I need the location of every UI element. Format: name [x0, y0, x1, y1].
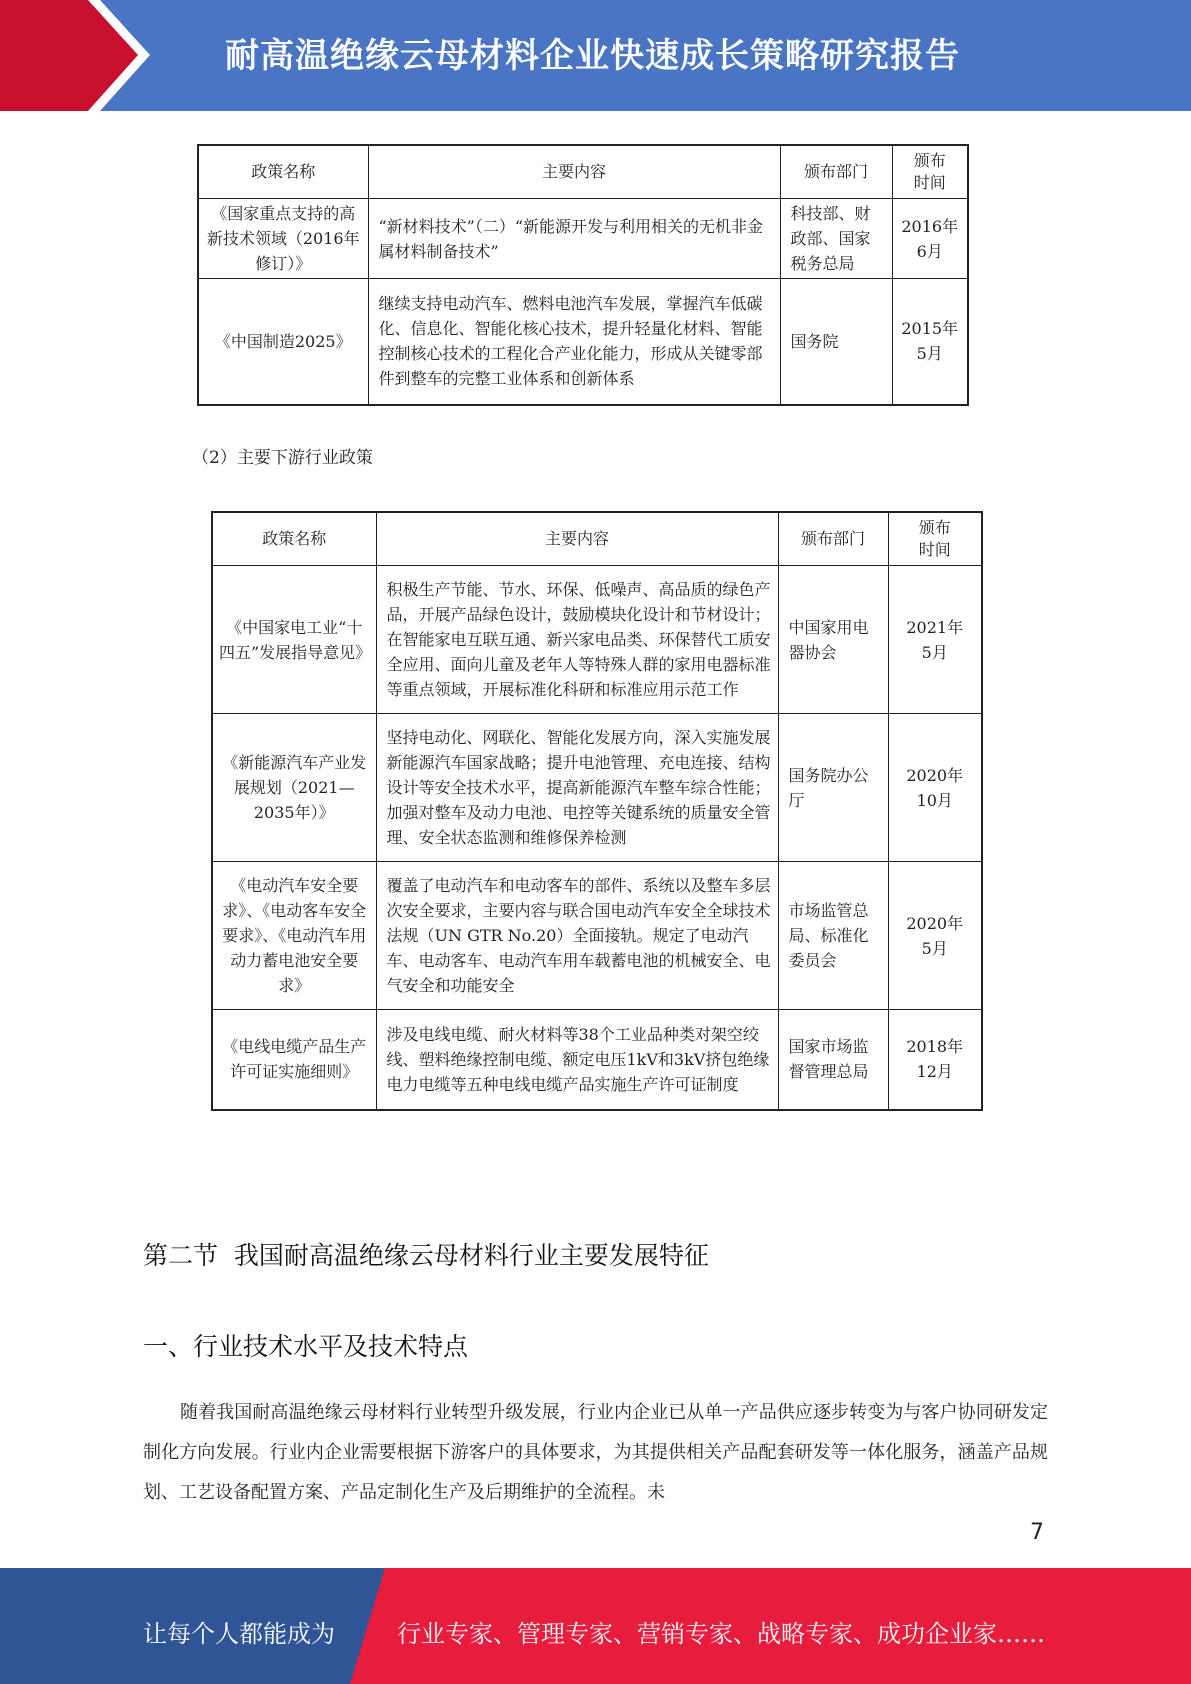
policy-content: “新材料技术”（二）“新能源开发与利用相关的无机非金属材料制备技术”: [368, 199, 780, 279]
col-header-dept: 颁布部门: [778, 512, 888, 566]
table-row: [198, 199, 968, 279]
col-header-content: 主要内容: [376, 512, 778, 566]
policy-date: 2021年 5月: [888, 566, 982, 714]
sub-section-title: 一、行业技术水平及技术特点: [143, 1332, 469, 1361]
header-arrow-icon: [0, 0, 160, 111]
policy-name: 《新能源汽车产业发展规划（2021—2035年）》: [212, 714, 376, 862]
policy-content: 积极生产节能、节水、环保、低噪声、高品质的绿色产品，开展产品绿色设计，鼓励模块化设计和节材设计；在智能家电互联互通、新兴家电品类、环保替代工质安全应用、面向儿童及老年人等特殊人群的家用电器标准等重点领域，开展标准化科研和标准应用示范工作: [376, 566, 778, 714]
footer-slogan-left: 让每个人都能成为: [143, 1620, 335, 1648]
col-header-dept: 颁布部门: [780, 145, 892, 199]
policy-name: 《中国制造2025》: [198, 279, 368, 405]
table-header-row: [212, 512, 982, 566]
table-row: [212, 862, 982, 1010]
table-row: [198, 279, 968, 405]
policy-date: 2020年 5月: [888, 862, 982, 1010]
report-title: 耐高温绝缘云母材料企业快速成长策略研究报告: [225, 36, 960, 76]
policy-name: 《国家重点支持的高新技术领域（2016年修订）》: [198, 199, 368, 279]
policy-dept: 国务院办公厅: [778, 714, 888, 862]
table-row: [212, 1010, 982, 1110]
col-header-date: 颁布 时间: [892, 145, 968, 199]
policy-date: 2015年 5月: [892, 279, 968, 405]
policy-date: 2020年 10月: [888, 714, 982, 862]
policy-name: 《电线电缆产品生产许可证实施细则》: [212, 1010, 376, 1110]
page-header: [0, 0, 1191, 111]
table-row: [212, 566, 982, 714]
policy-dept: 市场监管总局、标准化委员会: [778, 862, 888, 1010]
policy-content: 继续支持电动汽车、燃料电池汽车发展，掌握汽车低碳化、信息化、智能化核心技术，提升轻量化材料、智能控制核心技术的工程化合产业化能力，形成从关键零部件到整车的完整工业体系和创新体系: [368, 279, 780, 405]
section-title: 第二节 我国耐高温绝缘云母材料行业主要发展特征: [143, 1241, 709, 1270]
policy-date: 2016年 6月: [892, 199, 968, 279]
col-header-name: 政策名称: [198, 145, 368, 199]
page-number: 7: [1030, 1520, 1044, 1545]
policy-dept: 国务院: [780, 279, 892, 405]
policy-content: 覆盖了电动汽车和电动客车的部件、系统以及整车多层次安全要求，主要内容与联合国电动汽车安全全球技术法规（UN GTR No.20）全面接轨。规定了电动汽车、电动客车、电动汽车用车载蓄电池的机械安全、电气安全和功能安全: [376, 862, 778, 1010]
policy-name: 《中国家电工业“十四五”发展指导意见》: [212, 566, 376, 714]
policy-name: 《电动汽车安全要求》、《电动客车安全要求》、《电动汽车用动力蓄电池安全要求》: [212, 862, 376, 1010]
policy-date: 2018年 12月: [888, 1010, 982, 1110]
policy-table-upstream: [197, 144, 969, 406]
col-header-content: 主要内容: [368, 145, 780, 199]
table-row: [212, 714, 982, 862]
col-header-date: 颁布 时间: [888, 512, 982, 566]
policy-content: 涉及电线电缆、耐火材料等38个工业品种类对架空绞线、塑料绝缘控制电缆、额定电压1kV和3kV挤包绝缘电力电缆等五种电线电缆产品实施生产许可证制度: [376, 1010, 778, 1110]
subheading-downstream: （2）主要下游行业政策: [192, 448, 373, 468]
col-header-name: 政策名称: [212, 512, 376, 566]
policy-dept: 中国家用电器协会: [778, 566, 888, 714]
footer-slogan-right: 行业专家、管理专家、营销专家、战略专家、成功企业家……: [397, 1620, 1045, 1648]
policy-table-downstream: [211, 511, 983, 1111]
policy-content: 坚持电动化、网联化、智能化发展方向，深入实施发展新能源汽车国家战略；提升电池管理、充电连接、结构设计等安全技术水平，提高新能源汽车整车综合性能；加强对整车及动力电池、电控等关键系统的质量安全管理、安全状态监测和维修保养检测: [376, 714, 778, 862]
table-header-row: [198, 145, 968, 199]
body-paragraph: 随着我国耐高温绝缘云母材料行业转型升级发展，行业内企业已从单一产品供应逐步转变为与客户协同研发定制化方向发展。行业内企业需要根据下游客户的具体要求，为其提供相关产品配套研发等一体化服务，涵盖产品规划、工艺设备配置方案、产品定制化生产及后期维护的全流程。未: [143, 1402, 1048, 1503]
policy-dept: 国家市场监督管理总局: [778, 1010, 888, 1110]
policy-dept: 科技部、财政部、国家税务总局: [780, 199, 892, 279]
